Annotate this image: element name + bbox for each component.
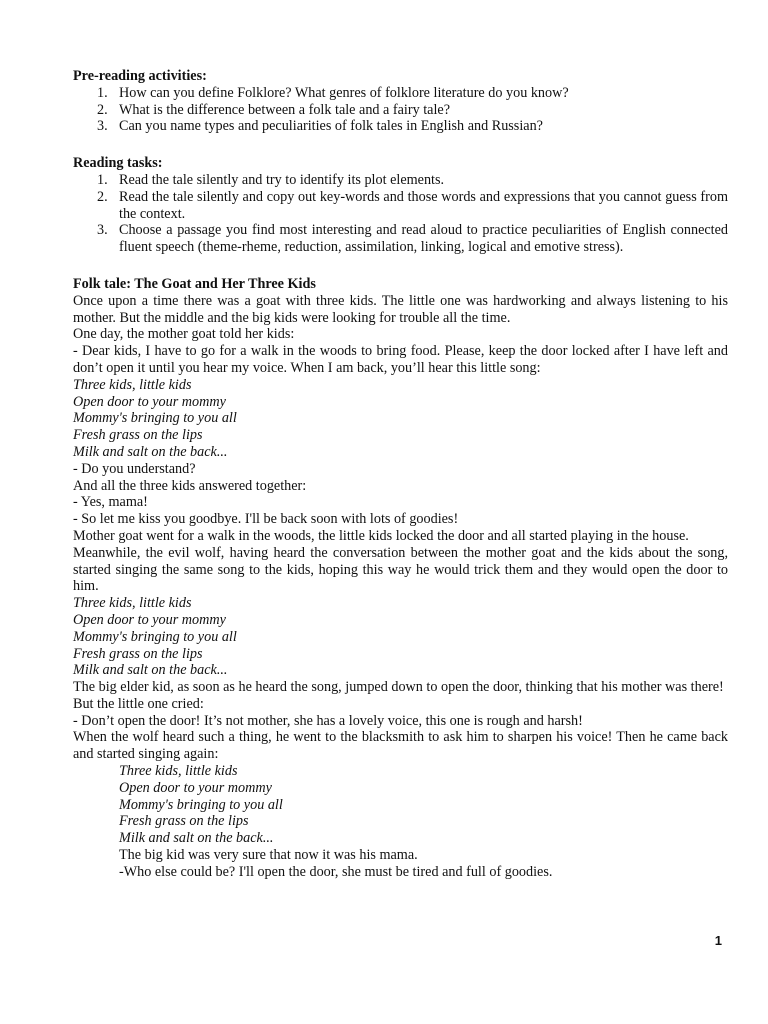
tale-title: Folk tale: The Goat and Her Three Kids: [73, 275, 316, 292]
document-page: [73, 68, 728, 881]
page-number: 1: [714, 933, 722, 948]
song-line: Three kids, little kids: [73, 376, 192, 393]
song-line: Fresh grass on the lips: [73, 645, 203, 662]
song-line: Open door to your mommy: [119, 779, 272, 796]
song-line: Milk and salt on the back...: [73, 443, 228, 460]
paragraph: - Yes, mama!: [73, 494, 148, 511]
song-line: Open door to your mommy: [73, 393, 226, 410]
paragraph: The big kid was very sure that now it was his mama.: [119, 847, 418, 864]
paragraph: - So let me kiss you goodbye. I'll be back soon with lots of goodies!: [73, 511, 459, 528]
paragraph: But the little one cried:: [73, 695, 204, 712]
list-item: 3. Choose a passage you find most interesting and read aloud to practice peculiarities of English connected fluent speech (theme-rheme, reduction, assimilation, linking, logical and emotive stress).: [97, 222, 728, 256]
song-verse: [73, 377, 728, 461]
song-line: Milk and salt on the back...: [73, 662, 228, 679]
paragraph: Mother goat went for a walk in the woods, the little kids locked the door and all started playing in the house.: [73, 527, 689, 544]
song-line: Milk and salt on the back...: [119, 830, 274, 847]
list-item: 1. Read the tale silently and try to identify its plot elements.: [97, 171, 445, 188]
song-line: Open door to your mommy: [73, 611, 226, 628]
paragraph: One day, the mother goat told her kids:: [73, 326, 295, 343]
list-item: 1. How can you define Folklore? What genres of folklore literature do you know?: [97, 84, 569, 101]
paragraph: - Do you understand?: [73, 460, 196, 477]
paragraph: Meanwhile, the evil wolf, having heard the conversation between the mother goat and the kids about the song, started singing the same song to the kids, hoping this way he would trick them and they would open the door to him.: [73, 544, 728, 595]
paragraph: Once upon a time there was a goat with three kids. The little one was hardworking and always listening to his mother. But the middle and the big kids were looking for trouble all the time.: [73, 292, 728, 326]
list-item: 2. Read the tale silently and copy out key-words and those words and expressions that you cannot guess from the context.: [97, 188, 728, 222]
paragraph: When the wolf heard such a thing, he went to the blacksmith to ask him to sharpen his voice! Then he came back and started singing again:: [73, 729, 728, 763]
reading-heading: Reading tasks:: [73, 155, 163, 172]
reading-list: [73, 172, 728, 256]
list-item: 2. What is the difference between a folk tale and a fairy tale?: [97, 101, 451, 118]
song-verse: [73, 595, 728, 679]
song-line: Mommy's bringing to you all: [73, 628, 237, 645]
list-item: 3. Can you name types and peculiarities of folk tales in English and Russian?: [97, 118, 543, 135]
song-line: Fresh grass on the lips: [119, 813, 249, 830]
song-line: Three kids, little kids: [119, 763, 238, 780]
prereading-list: [73, 85, 728, 135]
prereading-heading: Pre-reading activities:: [73, 68, 207, 84]
song-line: Mommy's bringing to you all: [73, 410, 237, 427]
song-verse-indented: [73, 763, 728, 881]
paragraph: - Dear kids, I have to go for a walk in the woods to bring food. Please, keep the door locked after I have left and don’t open it until you hear my voice. When I am back, you’ll hear this little song:: [73, 343, 728, 376]
song-line: Three kids, little kids: [73, 595, 192, 612]
paragraph: - Don’t open the door! It’s not mother, she has a lovely voice, this one is rough and harsh!: [73, 712, 583, 729]
song-line: Mommy's bringing to you all: [119, 796, 283, 813]
paragraph: And all the three kids answered together:: [73, 477, 307, 494]
paragraph: -Who else could be? I'll open the door, she must be tired and full of goodies.: [119, 863, 553, 880]
song-line: Fresh grass on the lips: [73, 427, 203, 444]
paragraph: The big elder kid, as soon as he heard the song, jumped down to open the door, thinking that his mother was there!: [73, 679, 724, 696]
